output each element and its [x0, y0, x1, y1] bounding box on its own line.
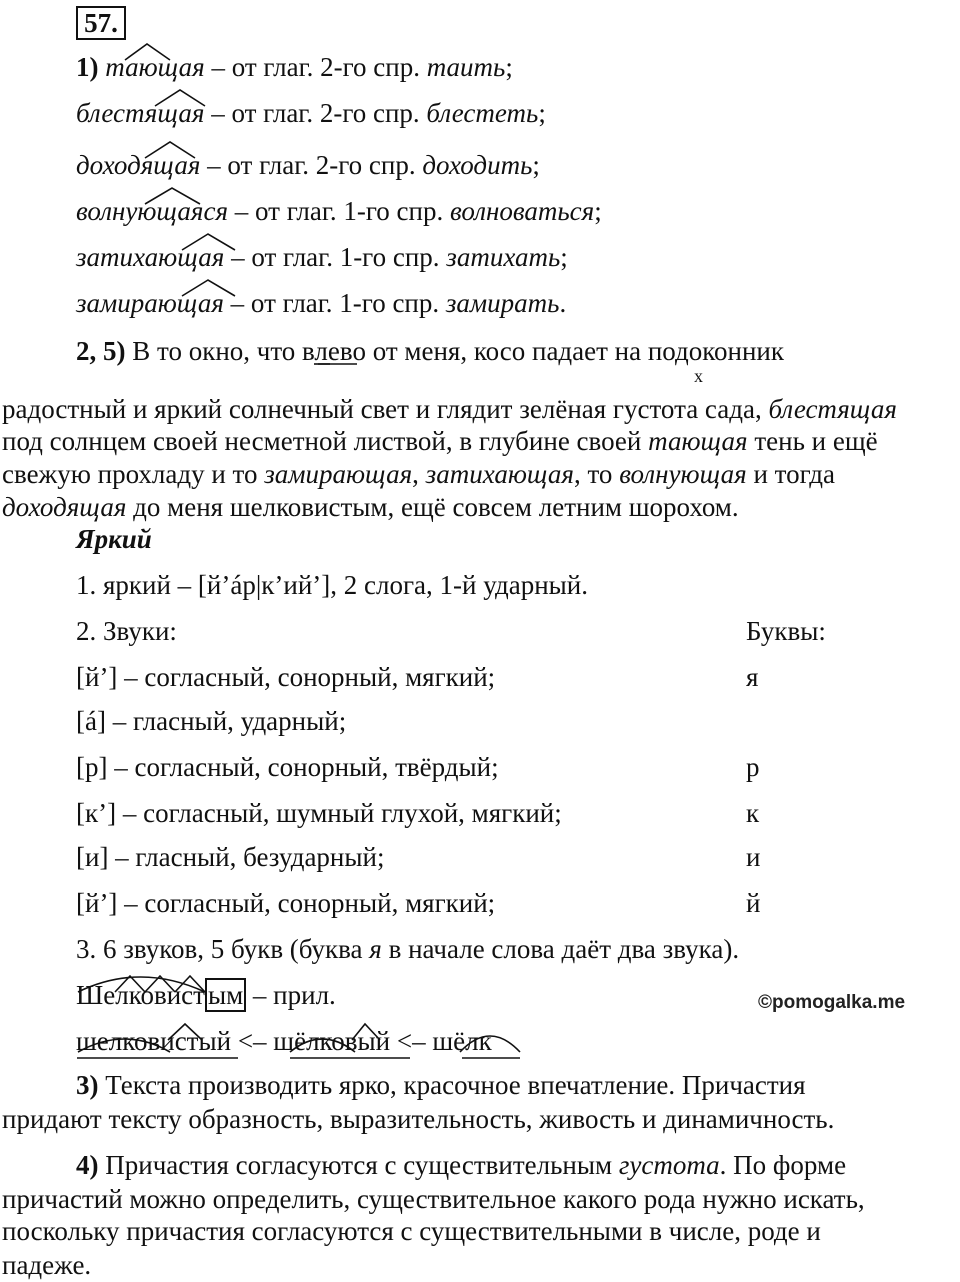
sound-row: [р] – согласный, сонорный, твёрдый;: [76, 752, 499, 782]
morpheme-analysis: [76, 978, 336, 1012]
part1-line-2: [76, 96, 546, 130]
sound-row: [и] – гласный, безударный;: [76, 842, 385, 872]
text-segment: в начале слова даёт два звука).: [381, 934, 740, 964]
verb-info: – от глаг. 2-го спр.: [200, 150, 423, 180]
text-segment: тающая: [648, 426, 748, 456]
phonetic-point-3: [76, 932, 739, 966]
sound-row: [á] – гласный, ударный;: [76, 706, 347, 736]
text-segment: ,: [412, 459, 426, 489]
verb-info: – от глаг. 2-го спр.: [204, 52, 427, 82]
punct: ;: [560, 242, 568, 272]
text-segment: . По форме: [719, 1150, 847, 1180]
participle-word: замирающая: [76, 288, 224, 318]
text-segment: радостный и яркий солнечный свет и глядит зелёная густота сада,: [2, 394, 769, 424]
text-segment: затихающая: [425, 459, 574, 489]
letter-cell: я: [746, 662, 759, 692]
word-stem: Шелковист: [76, 980, 205, 1010]
punct: ;: [532, 150, 540, 180]
verb-infinitive: доходить: [422, 150, 533, 180]
part2-line-5: [2, 490, 739, 524]
part4-line-2: причастий можно определить, существительное какого рода нужно искать,: [2, 1184, 865, 1214]
punct: ;: [505, 52, 513, 82]
text-segment: тень и ещё: [747, 426, 878, 456]
participle-word: доходящая: [76, 150, 201, 180]
part4-line-4: падеже.: [2, 1250, 92, 1280]
word-ending-box: ым: [205, 978, 246, 1012]
text-segment: я: [369, 934, 382, 964]
participle-word: затихающая: [76, 242, 225, 272]
part1-line-1: [76, 50, 513, 84]
participle-word: волнующаяся: [76, 196, 229, 226]
exercise-number: 57.: [76, 6, 126, 40]
part4-line-1: [76, 1148, 846, 1182]
text-segment: блестящая: [768, 394, 897, 424]
text-segment: доходящая: [2, 492, 127, 522]
watermark: ©pomogalka.me: [758, 992, 906, 1013]
verb-info: – от глаг. 1-го спр.: [228, 196, 450, 226]
sound-row: [к’] – согласный, шумный глухой, мягкий;: [76, 798, 562, 828]
verb-infinitive: таить: [426, 52, 506, 82]
derivation-chain: шелковистый <– шёлковый <– шёлк: [76, 1026, 492, 1056]
verb-infinitive: волноваться: [450, 196, 595, 226]
part4-line-3: поскольку причастия согласуются с существительными в числе, роде и: [2, 1216, 821, 1246]
part2-line-2: [2, 392, 897, 426]
verb-infinitive: блестеть: [426, 98, 539, 128]
verb-info: – от глаг. 2-го спр.: [204, 98, 427, 128]
text-segment: волнующая: [619, 459, 747, 489]
verb-info: – от глаг. 1-го спр.: [224, 242, 447, 272]
text-segment: под солнцем своей несметной листвой, в глубине своей: [2, 426, 649, 456]
sound-row: [й’] – согласный, сонорный, мягкий;: [76, 662, 496, 692]
text-segment: В то окно, что влево от меня, косо падает на подоконник: [132, 336, 784, 366]
text-segment: замирающая: [264, 459, 413, 489]
punct: .: [559, 288, 567, 318]
letter-cell: и: [746, 842, 761, 872]
part3-number: 3): [76, 1070, 99, 1100]
letter-cell: й: [746, 888, 761, 918]
text-segment: до меня шелковистым, ещё совсем летним шорохом.: [126, 492, 739, 522]
phonetic-heading: Яркий: [76, 524, 152, 554]
punct: ;: [594, 196, 602, 226]
phonetic-point-2: 2. Звуки:: [76, 616, 177, 646]
letters-heading: Буквы:: [746, 616, 826, 646]
part2-line-4: [2, 457, 835, 491]
part1-line-5: [76, 240, 568, 274]
text-segment: , то: [573, 459, 620, 489]
part3-line-2: придают тексту образность, выразительность, живость и динамичность.: [2, 1104, 835, 1134]
verb-infinitive: затихать: [446, 242, 561, 272]
part2-mark-x: х: [694, 366, 703, 386]
part-of-speech: – прил.: [246, 980, 336, 1010]
part2-number: 2, 5): [76, 336, 126, 366]
participle-word: блестящая: [76, 98, 205, 128]
part1-line-6: [76, 286, 566, 320]
verb-info: – от глаг. 1-го спр.: [223, 288, 446, 318]
text-segment: густота: [618, 1150, 720, 1180]
letter-cell: р: [746, 752, 760, 782]
part1-line-4: [76, 194, 602, 228]
text-segment: 3. 6 звуков, 5 букв (буква: [76, 934, 370, 964]
participle-word: тающая: [105, 52, 205, 82]
sound-row: [й’] – согласный, сонорный, мягкий;: [76, 888, 496, 918]
part1-number: 1): [76, 52, 99, 82]
punct: ;: [538, 98, 546, 128]
text-segment: Причастия согласуются с существительным: [105, 1150, 619, 1180]
letter-cell: к: [746, 798, 760, 828]
verb-infinitive: замирать: [445, 288, 560, 318]
part3-line-1: [76, 1068, 806, 1102]
part2-line-1: [76, 334, 784, 368]
part1-line-3: [76, 148, 540, 182]
part2-line-3: [2, 424, 878, 458]
text-segment: Текста производить ярко, красочное впечатление. Причастия: [105, 1070, 806, 1100]
text-segment: и тогда: [746, 459, 836, 489]
phonetic-point-1: 1. яркий – [й’áр|к’ий’], 2 слога, 1-й ударный.: [76, 570, 589, 600]
text-segment: свежую прохладу и то: [2, 459, 265, 489]
part4-number: 4): [76, 1150, 99, 1180]
